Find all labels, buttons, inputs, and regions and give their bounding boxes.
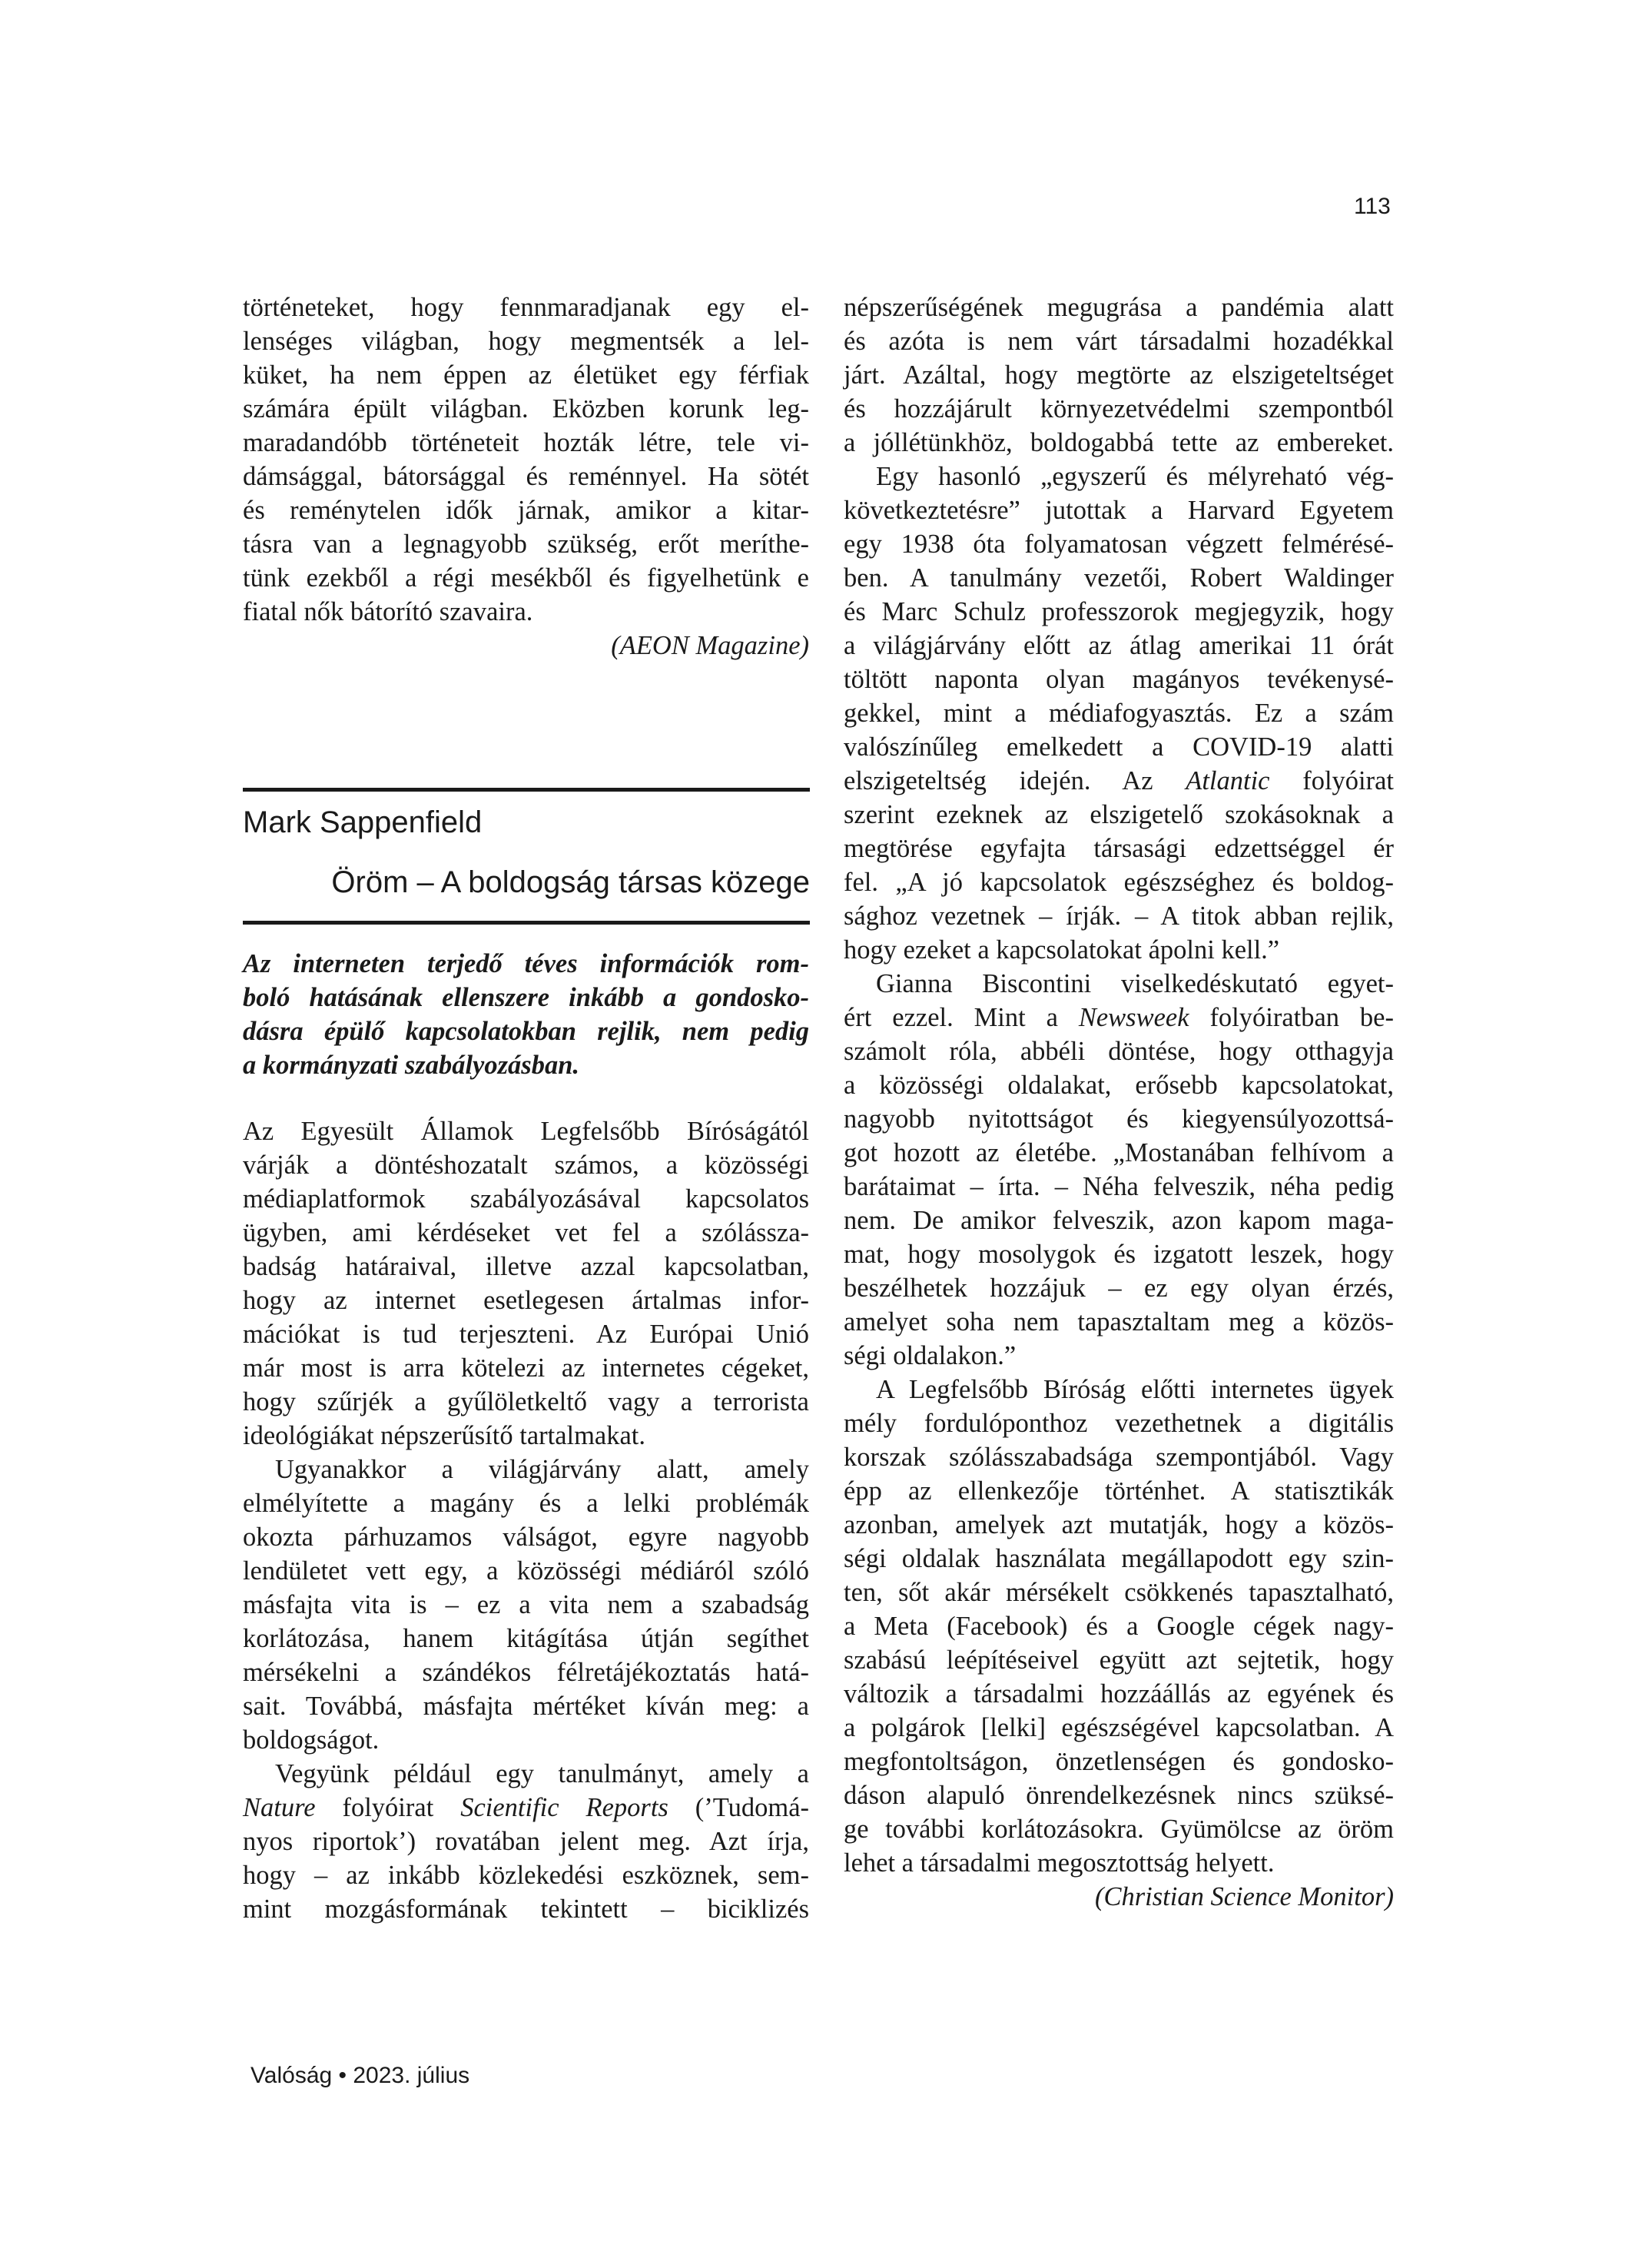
text-line bbox=[844, 1001, 1394, 1034]
text-line: dámsággal, bátorsággal és reménnyel. Ha sötét bbox=[243, 462, 809, 491]
text-line: got hozott az életébe. „Mostanában felhívom a bbox=[844, 1138, 1394, 1167]
text-line: Az Egyesült Államok Legfelsőbb Bíróságától bbox=[243, 1117, 809, 1146]
text-line bbox=[844, 764, 1394, 798]
text-line: Vegyünk például egy tanulmányt, amely a bbox=[275, 1759, 809, 1788]
article-title: Öröm – A boldogság társas közege bbox=[331, 865, 810, 899]
text-line: mérsékelni a szándékos félretájékoztatás hatá- bbox=[243, 1658, 809, 1687]
text-line: okozta párhuzamos válságot, egyre nagyobb bbox=[243, 1523, 809, 1552]
text-line: ügyben, ami kérdéseket vet fel a szólássza- bbox=[243, 1218, 809, 1247]
article-author: Mark Sappenfield bbox=[243, 805, 483, 839]
text-line: Gianna Biscontini viselkedéskutató egyet- bbox=[876, 969, 1394, 998]
lead-line: Az interneten terjedő téves információk rom- bbox=[243, 949, 809, 978]
text-line: egy 1938 óta folyamatosan végzett felmérésé- bbox=[844, 530, 1394, 559]
text-line: mély fordulóponthoz vezethetnek a digitális bbox=[844, 1409, 1394, 1438]
text-line: lendületet vett egy, a közösségi médiáról szóló bbox=[243, 1556, 809, 1586]
text-line: várják a döntéshozatalt számos, a közösségi bbox=[243, 1151, 809, 1180]
text-line: A Legfelsőbb Bíróság előtti internetes ügyek bbox=[876, 1375, 1394, 1404]
text-line: szabású leépítéseivel együtt azt sejtetik, hogy bbox=[844, 1645, 1394, 1675]
text-line: hogy az internet esetlegesen ártalmas infor- bbox=[243, 1286, 809, 1315]
text-line: mat, hogy mosolygok és izgatott leszek, hogy bbox=[844, 1240, 1394, 1269]
text-line: sághoz vezetnek – írják. – A titok abban rejlik, bbox=[844, 902, 1394, 931]
text-line: másfajta vita is – ez a vita nem a szabadság bbox=[243, 1590, 809, 1619]
text-line: megfontoltságon, önzetlenségen és gondosko- bbox=[844, 1747, 1394, 1776]
text-span: (’Tudomá- bbox=[668, 1793, 809, 1822]
text-line: hogy ezeket a kapcsolatokat ápolni kell.” bbox=[844, 935, 1280, 965]
text-line: szerint ezeknek az elszigetelő szokásoknak a bbox=[844, 800, 1394, 829]
journal-name-atlantic: Atlantic bbox=[1186, 766, 1270, 795]
text-span: ért ezzel. Mint a bbox=[844, 1003, 1079, 1032]
text-line: a polgárok [lelki] egészségével kapcsolatban. A bbox=[844, 1713, 1394, 1742]
text-line: boldogságot. bbox=[243, 1725, 380, 1755]
text-line: Ugyanakkor a világjárvány alatt, amely bbox=[275, 1455, 809, 1484]
text-line: gekkel, mint a médiafogyasztás. Ez a szám bbox=[844, 699, 1394, 728]
text-line: azonban, amelyek azt mutatják, hogy a közös- bbox=[844, 1510, 1394, 1539]
journal-name-scientific-reports: Scientific Reports bbox=[460, 1793, 668, 1822]
source-attribution: (AEON Magazine) bbox=[611, 631, 809, 660]
text-line: dáson alapuló önrendelkezésnek nincs szüksé- bbox=[844, 1781, 1394, 1810]
text-span: folyóirat bbox=[315, 1793, 461, 1822]
page-number: 113 bbox=[1354, 194, 1391, 219]
text-line: épp az ellenkezője történhet. A statisztikák bbox=[844, 1476, 1394, 1506]
page-footer: Valóság • 2023. július bbox=[250, 2063, 470, 2088]
text-line: Egy hasonló „egyszerű és mélyreható vég- bbox=[876, 462, 1394, 491]
text-line: ideológiákat népszerűsítő tartalmakat. bbox=[243, 1421, 646, 1450]
text-span: folyóirat bbox=[1269, 766, 1394, 795]
text-line: járt. Azáltal, hogy megtörte az elszigeteltséget bbox=[844, 360, 1394, 390]
lead-line: boló hatásának ellenszere inkább a gondosko- bbox=[243, 983, 809, 1012]
text-line: beszélhetek hozzájuk – ez egy olyan érzés, bbox=[844, 1273, 1394, 1303]
lead-line: a kormányzati szabályozásban. bbox=[243, 1051, 580, 1080]
text-line: számolt róla, abbéli döntése, hogy otthagyja bbox=[844, 1037, 1394, 1066]
text-line: mációkat is tud terjeszteni. Az Európai Unió bbox=[243, 1320, 809, 1349]
text-line: változik a társadalmi hozzáállás az egyének és bbox=[844, 1679, 1394, 1708]
text-line: maradandóbb történeteit hozták létre, tele vi- bbox=[243, 428, 809, 457]
text-line: történeteket, hogy fennmaradjanak egy el- bbox=[243, 293, 809, 322]
text-line: badság határaival, illetve azzal kapcsolatban, bbox=[243, 1252, 809, 1281]
text-line: hogy szűrjék a gyűlöletkeltő vagy a terrorista bbox=[243, 1387, 809, 1416]
text-line: korlátozása, hanem kitágítása útján segíthet bbox=[243, 1624, 809, 1653]
text-line: már most is arra kötelezi az internetes cégeket, bbox=[243, 1353, 809, 1383]
text-line bbox=[243, 1791, 809, 1825]
text-line: korszak szólásszabadsága szempontjából. Vagy bbox=[844, 1443, 1394, 1472]
text-line: a közösségi oldalakat, erősebb kapcsolatokat, bbox=[844, 1071, 1394, 1100]
text-line: médiaplatformok szabályozásával kapcsolatos bbox=[243, 1184, 809, 1214]
heading-rule-bottom bbox=[243, 921, 810, 925]
text-line: hogy – az inkább közlekedési eszköznek, sem- bbox=[243, 1861, 809, 1890]
text-line: a világjárvány előtt az átlag amerikai 11 órát bbox=[844, 631, 1394, 660]
text-line: ben. A tanulmány vezetői, Robert Waldinger bbox=[844, 563, 1394, 593]
text-line: nagyobb nyitottságot és kiegyensúlyozottsá- bbox=[844, 1104, 1394, 1134]
text-line: tásra van a legnagyobb szükség, erőt meríthe- bbox=[243, 530, 809, 559]
heading-rule-top bbox=[243, 788, 810, 792]
text-line: nyos riportok’) rovatában jelent meg. Azt írja, bbox=[243, 1827, 809, 1856]
text-line: fel. „A jó kapcsolatok egészséghez és boldog- bbox=[844, 868, 1394, 897]
text-line: számára épült világban. Eközben korunk leg- bbox=[243, 394, 809, 423]
text-line: és hozzájárult környezetvédelmi szempontból bbox=[844, 394, 1394, 423]
text-line: tünk ezekből a régi mesékből és figyelhetünk e bbox=[243, 563, 809, 593]
text-line: sait. Továbbá, másfajta mértéket kíván meg: a bbox=[243, 1692, 809, 1721]
text-span: elszigeteltség idején. Az bbox=[844, 766, 1186, 795]
text-line: és reménytelen idők járnak, amikor a kitar- bbox=[243, 496, 809, 525]
journal-name-newsweek: Newsweek bbox=[1078, 1003, 1189, 1032]
text-line: és azóta is nem várt társadalmi hozadékkal bbox=[844, 327, 1394, 356]
text-line: megtörése egyfajta társasági edzettséggel ér bbox=[844, 834, 1394, 863]
text-line: amelyet soha nem tapasztaltam meg a közös- bbox=[844, 1307, 1394, 1337]
text-line: barátaimat – írta. – Néha felveszik, néha pedig bbox=[844, 1172, 1394, 1201]
text-line: népszerűségének megugrása a pandémia alatt bbox=[844, 293, 1394, 322]
source-attribution: (Christian Science Monitor) bbox=[1094, 1882, 1394, 1911]
text-line: ségi oldalak használata megállapodott egy szin- bbox=[844, 1544, 1394, 1573]
text-line: következtetésre” jutottak a Harvard Egyetem bbox=[844, 496, 1394, 525]
text-line: valószínűleg emelkedett a COVID-19 alatti bbox=[844, 732, 1394, 762]
text-line: ten, sőt akár mérsékelt csökkenés tapasztalható, bbox=[844, 1578, 1394, 1607]
text-line: ge további korlátozásokra. Gyümölcse az öröm bbox=[844, 1815, 1394, 1844]
text-line: fiatal nők bátorító szavaira. bbox=[243, 597, 533, 626]
text-line: küket, ha nem éppen az életüket egy férfiak bbox=[243, 360, 809, 390]
journal-name-nature: Nature bbox=[243, 1793, 316, 1822]
text-line: lehet a társadalmi megosztottság helyett. bbox=[844, 1848, 1275, 1878]
text-line: töltött naponta olyan magányos tevékenysé- bbox=[844, 665, 1394, 694]
text-span: folyóiratban be- bbox=[1189, 1003, 1394, 1032]
text-line: és Marc Schulz professzorok megjegyzik, hogy bbox=[844, 597, 1394, 626]
lead-line: dásra épülő kapcsolatokban rejlik, nem pedig bbox=[243, 1017, 809, 1046]
text-line: a Meta (Facebook) és a Google cégek nagy- bbox=[844, 1612, 1394, 1641]
text-line: mint mozgásformának tekintett – biciklizés bbox=[243, 1894, 809, 1924]
text-line: ségi oldalakon.” bbox=[844, 1341, 1017, 1370]
text-line: nem. De amikor felveszik, azon kapom maga- bbox=[844, 1206, 1394, 1235]
text-line: a jóllétünkhöz, boldogabbá tette az embereket. bbox=[844, 428, 1394, 457]
text-line: lenséges világban, hogy megmentsék a lel- bbox=[243, 327, 809, 356]
text-line: elmélyítette a magány és a lelki problémák bbox=[243, 1489, 809, 1518]
